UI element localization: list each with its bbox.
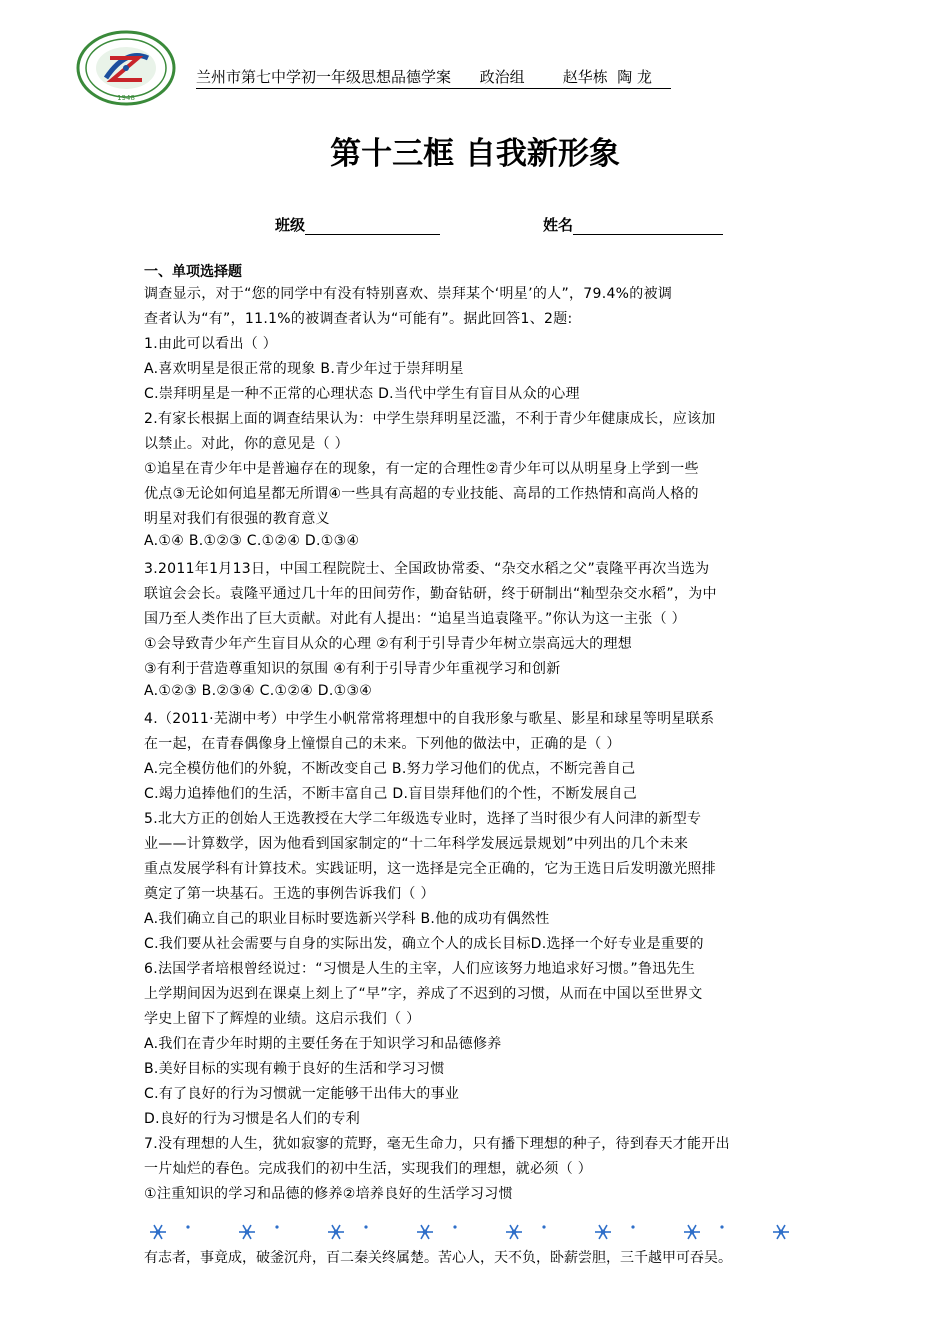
decoration-dot — [364, 1225, 367, 1228]
text-line: 查者认为“有”，11.1%的被调查者认为“可能有”。据此回答1、2题: — [144, 311, 573, 327]
text-line: 6.法国学者培根曾经说过：“习惯是人生的主宰，人们应该努力地追求好习惯。”鲁迅先生 — [144, 961, 696, 977]
text-line: 上学期间因为迟到在课桌上刻上了“早”字，养成了不迟到的习惯，从而在中国以至世界文 — [144, 986, 703, 1002]
class-blank[interactable] — [305, 218, 440, 235]
text-line: 7.没有理想的人生，犹如寂寥的荒野，毫无生命力，只有播下理想的种子，待到春天才能开出 — [144, 1136, 730, 1152]
decoration-dot — [275, 1225, 278, 1228]
snowflake-icon — [150, 1225, 166, 1239]
snowflake-icon — [239, 1225, 255, 1239]
text-line: C.我们要从社会需要与自身的实际出发，确立个人的成长目标D.选择一个好专业是重要的 — [144, 936, 704, 952]
snowflake-icon — [417, 1225, 433, 1239]
text-line: 2.有家长根据上面的调查结果认为：中学生崇拜明星泛滥，不利于青少年健康成长，应该加 — [144, 411, 716, 427]
text-line: A.①④ B.①②③ C.①②④ D.①③④ — [144, 533, 360, 549]
text-line: A.①②③ B.②③④ C.①②④ D.①③④ — [144, 683, 373, 699]
text-line: 4.（2011·芜湖中考）中学生小帆常常将理想中的自我形象与歌星、影星和球星等明星联系 — [144, 711, 715, 727]
text-line: A.我们确立自己的职业目标时要选新兴学科 B.他的成功有偶然性 — [144, 911, 550, 927]
footer-decoration — [146, 1221, 806, 1243]
decoration-dot — [720, 1225, 723, 1228]
decoration-dot — [542, 1225, 545, 1228]
text-line: 以禁止。对此，你的意见是（ ） — [144, 436, 349, 452]
name-field — [543, 214, 723, 235]
decoration-dot — [453, 1225, 456, 1228]
text-line: A.完全模仿他们的外貌，不断改变自己 B.努力学习他们的优点，不断完善自己 — [144, 761, 636, 777]
text-line: 在一起，在青春偶像身上憧憬自己的未来。下列他的做法中，正确的是（ ） — [144, 736, 621, 752]
decoration-dot — [631, 1225, 634, 1228]
header-text: 兰州市第七中学初一年级思想品德学案 政治组 赵华栋 陶 龙 — [196, 66, 671, 89]
snowflake-icon — [328, 1225, 344, 1239]
text-line: A.我们在青少年时期的主要任务在于知识学习和品德修养 — [144, 1036, 502, 1052]
text-line: ③有利于营造尊重知识的氛围 ④有利于引导青少年重视学习和创新 — [144, 661, 561, 677]
snowflake-icon — [773, 1225, 789, 1239]
text-line: C.崇拜明星是一种不正常的心理状态 D.当代中学生有盲目从众的心理 — [144, 386, 580, 402]
page-title: 第十三框 自我新形象 — [330, 136, 620, 172]
snowflake-icon — [595, 1225, 611, 1239]
text-line: B.美好目标的实现有赖于良好的生活和学习习惯 — [144, 1061, 445, 1077]
text-line: 国乃至人类作出了巨大贡献。对此有人提出：“追星当追袁隆平。”你认为这一主张（ ） — [144, 611, 686, 627]
text-line: 业——计算数学，因为他看到国家制定的“十二年科学发展远景规划”中列出的几个未来 — [144, 836, 689, 852]
text-line: 优点③无论如何追星都无所谓④一些具有高超的专业技能、高昂的工作热情和高尚人格的 — [144, 486, 699, 502]
text-line: 5.北大方正的创始人王选教授在大学二年级选专业时，选择了当时很少有人问津的新型专 — [144, 811, 702, 827]
text-line: 重点发展学科有计算技术。实践证明，这一选择是完全正确的，它为王选日后发明激光照排 — [144, 861, 716, 877]
text-line: 3.2011年1月13日，中国工程院院士、全国政协常委、“杂交水稻之父”袁隆平再次当选为 — [144, 561, 710, 577]
text-line: C.有了良好的行为习惯就一定能够干出伟大的事业 — [144, 1086, 460, 1102]
text-line: C.竭力追捧他们的生活，不断丰富自己 D.盲目崇拜他们的个性，不断发展自己 — [144, 786, 638, 802]
name-blank[interactable] — [573, 218, 723, 235]
text-line: D.良好的行为习惯是名人们的专利 — [144, 1111, 361, 1127]
class-label: 班级 — [275, 216, 306, 234]
text-line: 1.由此可以看出（ ） — [144, 336, 278, 352]
footer-quote: 有志者，事竟成，破釜沉舟，百二秦关终属楚。苦心人，天不负，卧薪尝胆，三千越甲可吞吴。 — [144, 1250, 732, 1266]
text-line: 奠定了第一块基石。王选的事例告诉我们（ ） — [144, 886, 435, 902]
text-line: 明星对我们有很强的教育意义 — [144, 511, 330, 527]
text-line: ①会导致青少年产生盲目从众的心理 ②有利于引导青少年树立崇高远大的理想 — [144, 636, 633, 652]
text-line: 调查显示，对于“您的同学中有没有特别喜欢、崇拜某个‘明星’的人”，79.4%的被调 — [144, 286, 673, 302]
school-logo — [76, 28, 176, 106]
text-line: ①注重知识的学习和品德的修养②培养良好的生活学习习惯 — [144, 1186, 513, 1202]
name-label: 姓名 — [543, 216, 574, 234]
snowflake-icon — [506, 1225, 522, 1239]
logo-year: 1948 — [117, 94, 135, 102]
section-heading: 一、单项选择题 — [144, 264, 242, 280]
decoration-dot — [186, 1225, 189, 1228]
snowflake-icon — [684, 1225, 700, 1239]
text-line: A.喜欢明星是很正常的现象 B.青少年过于崇拜明星 — [144, 361, 464, 377]
class-field — [275, 214, 440, 235]
text-line: ①追星在青少年中是普遍存在的现象，有一定的合理性②青少年可以从明星身上学到一些 — [144, 461, 699, 477]
text-line: 学史上留下了辉煌的业绩。这启示我们（ ） — [144, 1011, 421, 1027]
text-line: 一片灿烂的春色。完成我们的初中生活，实现我们的理想，就必须（ ） — [144, 1161, 593, 1177]
text-line: 联谊会会长。袁隆平通过几十年的田间劳作，勤奋钻研，终于研制出“籼型杂交水稻”，为中 — [144, 586, 717, 602]
